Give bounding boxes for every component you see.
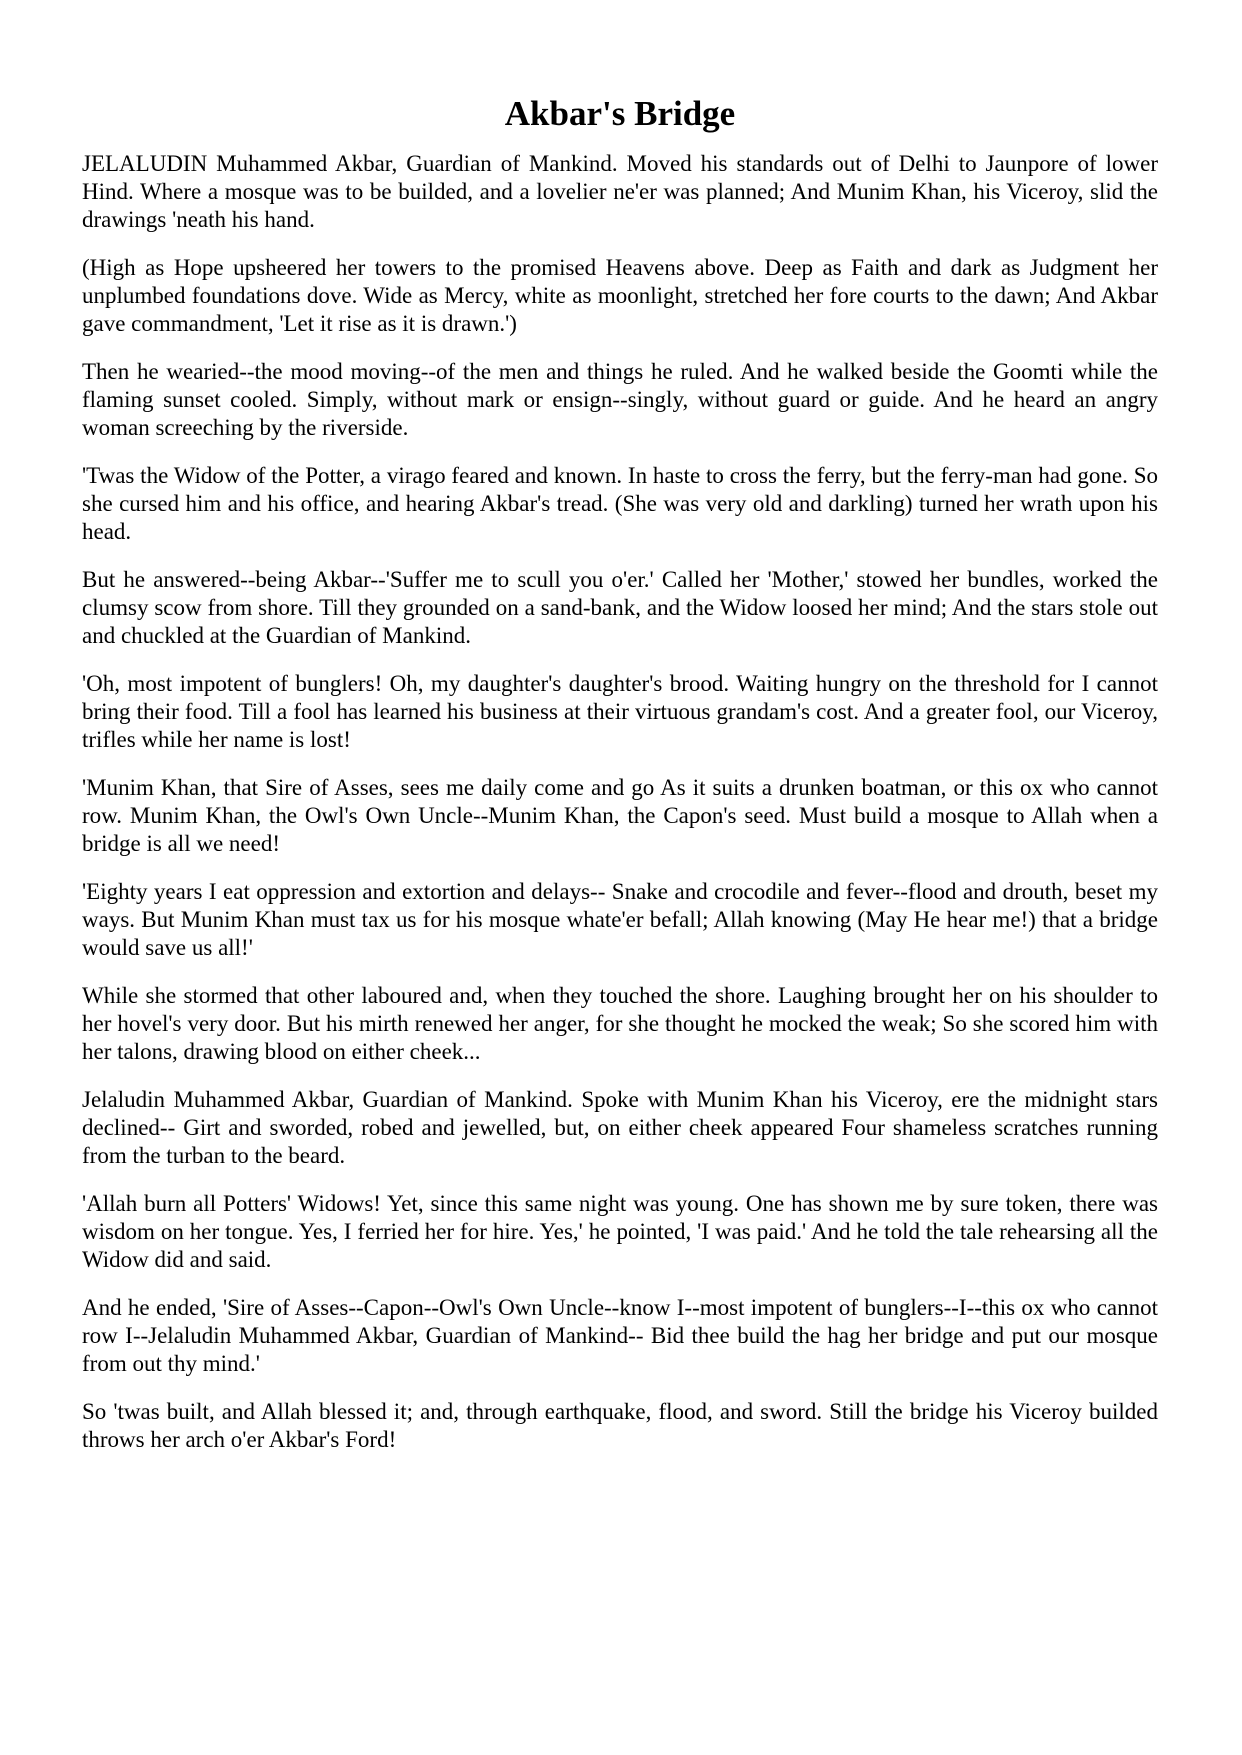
stanza-8: 'Eighty years I eat oppression and extortion and delays-- Snake and crocodile and fever--flood and drouth, beset my ways. But Munim Khan must tax us for his mosque whate'er befall; Allah knowing (May He hear me!) that a bridge would save us all!'	[82, 879, 1158, 960]
stanza-7: 'Munim Khan, that Sire of Asses, sees me daily come and go As it suits a drunken boatman, or this ox who cannot row. Munim Khan, the Owl's Own Uncle--Munim Khan, the Capon's seed. Must build a mosque to Allah when a bridge is all we need!	[82, 775, 1158, 856]
stanza-3: Then he wearied--the mood moving--of the men and things he ruled. And he walked beside the Goomti while the flaming sunset cooled. Simply, without mark or ensign--singly, without guard or guide. And he heard an angry woman screeching by the riverside.	[82, 359, 1158, 440]
page-title: Akbar's Bridge	[504, 94, 736, 133]
stanza-13: So 'twas built, and Allah blessed it; and, through earthquake, flood, and sword. Still the bridge his Viceroy builded throws her arch o'er Akbar's Ford!	[82, 1399, 1158, 1452]
stanza-1: JELALUDIN Muhammed Akbar, Guardian of Mankind. Moved his standards out of Delhi to Jaunpore of lower Hind. Where a mosque was to be builded, and a lovelier ne'er was planned; And Munim Khan, his Viceroy, slid the drawings 'neath his hand.	[82, 151, 1158, 232]
stanza-9: While she stormed that other laboured and, when they touched the shore. Laughing brought her on his shoulder to her hovel's very door. But his mirth renewed her anger, for she thought he mocked the weak; So she scored him with her talons, drawing blood on either cheek...	[82, 983, 1158, 1064]
stanza-4: 'Twas the Widow of the Potter, a virago feared and known. In haste to cross the ferry, but the ferry-man had gone. So she cursed him and his office, and hearing Akbar's tread. (She was very old and darkling) turned her wrath upon his head.	[82, 463, 1158, 544]
stanza-5: But he answered--being Akbar--'Suffer me to scull you o'er.' Called her 'Mother,' stowed her bundles, worked the clumsy scow from shore. Till they grounded on a sand-bank, and the Widow loosed her mind; And the stars stole out and chuckled at the Guardian of Mankind.	[82, 567, 1158, 648]
poem-body	[82, 150, 1158, 1454]
stanza-10: Jelaludin Muhammed Akbar, Guardian of Mankind. Spoke with Munim Khan his Viceroy, ere the midnight stars declined-- Girt and sworded, robed and jewelled, but, on either cheek appeared Four shameless scratches running from the turban to the beard.	[82, 1087, 1158, 1168]
stanza-2: (High as Hope upsheered her towers to the promised Heavens above. Deep as Faith and dark as Judgment her unplumbed foundations dove. Wide as Mercy, white as moonlight, stretched her fore courts to the dawn; And Akbar gave commandment, 'Let it rise as it is drawn.')	[82, 255, 1158, 336]
document-page	[82, 0, 1158, 1474]
stanza-6: 'Oh, most impotent of bunglers! Oh, my daughter's daughter's brood. Waiting hungry on the threshold for I cannot bring their food. Till a fool has learned his business at their virtuous grandam's cost. And a greater fool, our Viceroy, trifles while her name is lost!	[82, 671, 1158, 752]
stanza-12: And he ended, 'Sire of Asses--Capon--Owl's Own Uncle--know I--most impotent of bunglers--I--this ox who cannot row I--Jelaludin Muhammed Akbar, Guardian of Mankind-- Bid thee build the hag her bridge and put our mosque from out thy mind.'	[82, 1295, 1158, 1376]
stanza-11: 'Allah burn all Potters' Widows! Yet, since this same night was young. One has shown me by sure token, there was wisdom on her tongue. Yes, I ferried her for hire. Yes,' he pointed, 'I was paid.' And he told the tale rehearsing all the Widow did and said.	[82, 1191, 1158, 1272]
